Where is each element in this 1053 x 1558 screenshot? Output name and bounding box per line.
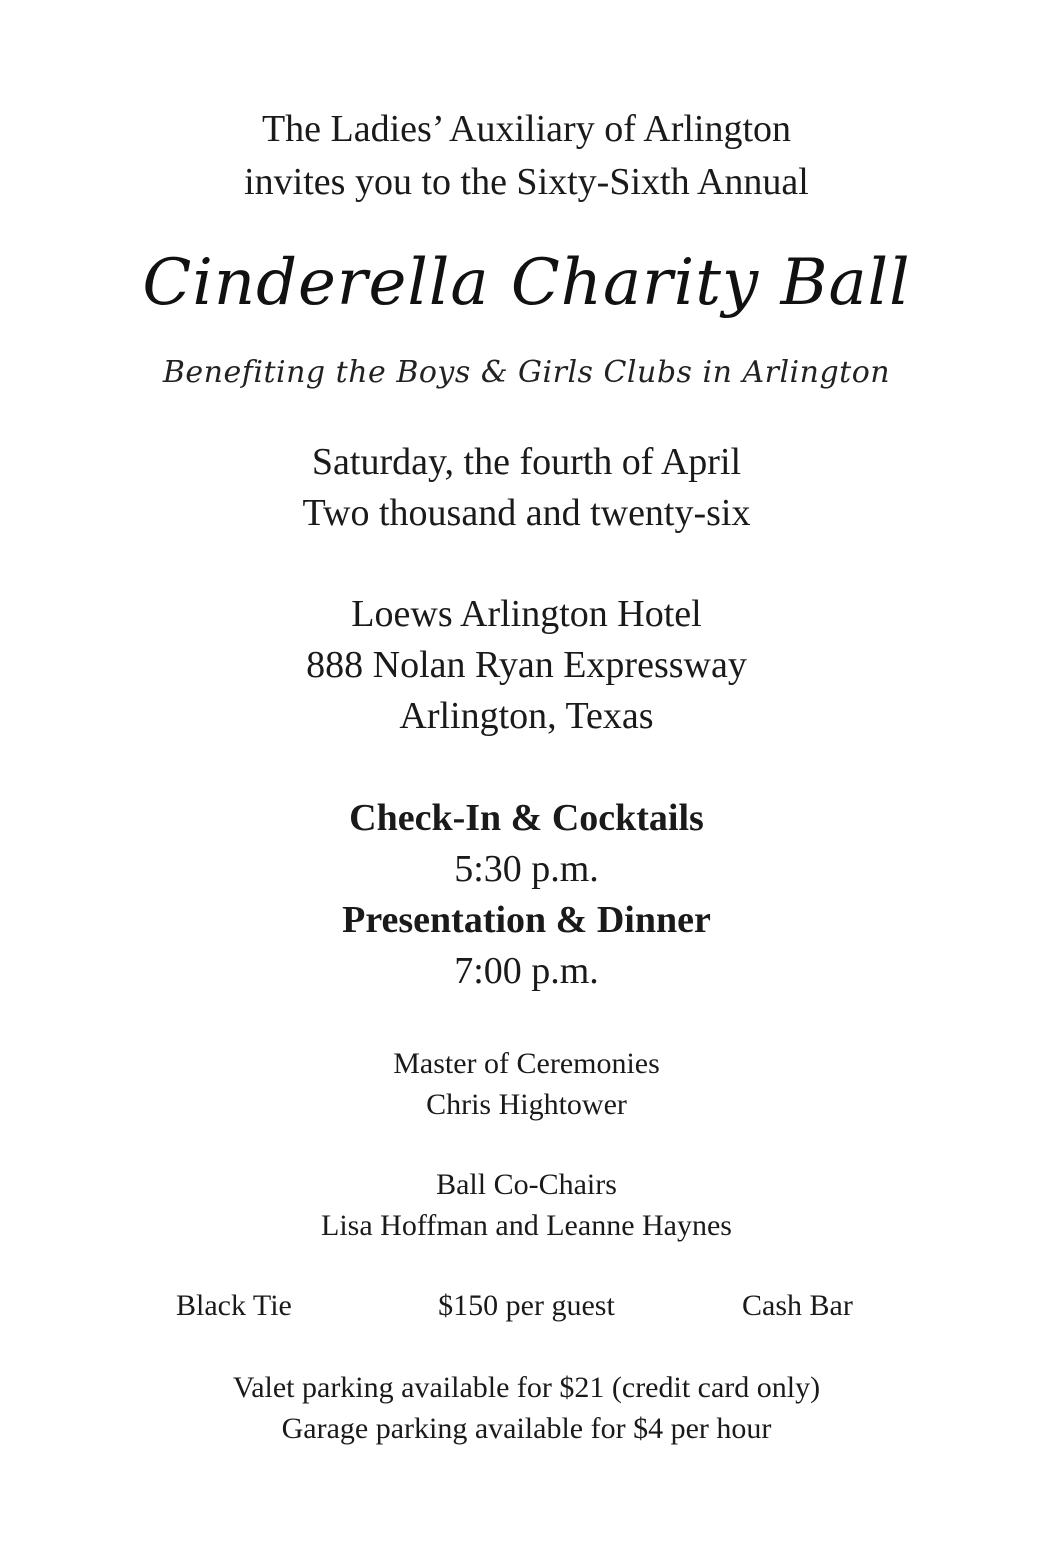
garage-parking: Garage parking available for $4 per hour <box>281 1412 772 1445</box>
event-subtitle: Benefiting the Boys & Girls Clubs in Arlington <box>162 355 891 390</box>
host-invitation <box>0 103 1053 209</box>
schedule-item-time: 5:30 p.m. <box>454 848 599 890</box>
invite-line: invites you to the Sixty-Sixth Annual <box>244 161 809 203</box>
date-year: Two thousand and twenty-six <box>302 492 751 534</box>
date-day: Saturday, the fourth of April <box>311 441 742 483</box>
venue-city: Arlington, Texas <box>399 695 654 737</box>
ball-co-chairs <box>0 1164 1053 1246</box>
attire-label: Black Tie <box>176 1289 292 1322</box>
venue-address <box>0 589 1053 742</box>
bar-label: Cash Bar <box>742 1289 853 1322</box>
event-date <box>0 437 1053 539</box>
event-title: Cinderella Charity Ball <box>142 246 911 320</box>
event-schedule <box>0 793 1053 997</box>
valet-parking: Valet parking available for $21 (credit card only) <box>232 1371 821 1404</box>
host-line: The Ladies’ Auxiliary of Arlington <box>261 108 792 150</box>
venue-name: Loews Arlington Hotel <box>351 593 702 635</box>
venue-street: 888 Nolan Ryan Expressway <box>306 644 747 686</box>
schedule-item-time: 7:00 p.m. <box>454 950 599 992</box>
schedule-item-label: Presentation & Dinner <box>342 899 711 941</box>
ticket-price: $150 per guest <box>438 1289 615 1322</box>
parking-info <box>0 1367 1053 1449</box>
chairs-heading: Ball Co-Chairs <box>436 1168 617 1201</box>
chairs-names: Lisa Hoffman and Leanne Haynes <box>321 1209 732 1242</box>
mc-heading: Master of Ceremonies <box>393 1047 660 1080</box>
schedule-item-label: Check-In & Cocktails <box>349 797 704 839</box>
master-of-ceremonies <box>0 1043 1053 1125</box>
mc-name: Chris Hightower <box>426 1088 627 1121</box>
